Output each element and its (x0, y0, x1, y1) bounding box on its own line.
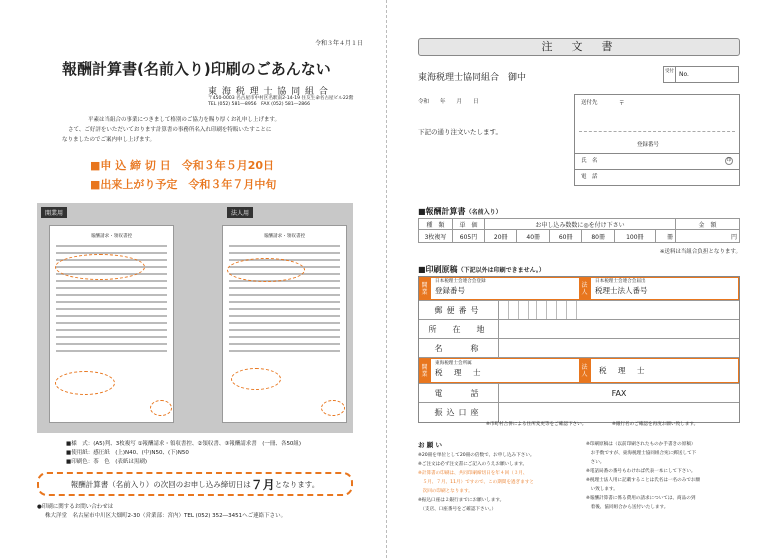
zeirishi-field-kaigyo[interactable] (430, 358, 579, 383)
qty-other[interactable]: 冊 (655, 230, 675, 243)
td-price: 605円 (453, 230, 485, 243)
body-text-1: 平素は当組合の事業につきまして格別のご協力を賜り厚くお礼申し上げます。 (88, 117, 280, 123)
page-title: 報酬計算書(名前入り)印刷のごあんない (62, 60, 331, 78)
order-title: 注 文 書 (418, 38, 740, 56)
side-label-kaigyo: 開業 (419, 358, 430, 383)
sample-title-hojin: 報酬請求・領収書控 (263, 234, 306, 239)
row-bank (419, 403, 739, 422)
notice-text-pre: 報酬計算書（名前入り）の次回のお申し込み締切日は (70, 479, 251, 489)
member-small: 東海税理士会所属 (435, 361, 472, 366)
note-bank: ※銀行名のご確認を再度お願い致します。 (612, 422, 699, 427)
company-name-field[interactable] (499, 339, 739, 357)
sample-form-hojin (222, 225, 347, 423)
highlight-oval (231, 368, 281, 390)
deadline-line: ■申 込 締 切 日 令和３年５月20日 (90, 159, 275, 172)
postal-mark: 〒 (619, 101, 625, 107)
bank-field[interactable] (499, 403, 739, 422)
postal-label: 郵便番号 (419, 301, 499, 319)
reception-no-label: No. (679, 71, 689, 78)
note-line: さい。 (586, 460, 605, 465)
side-label-hojin: 法人 (579, 277, 590, 300)
section-title-manuscript-sub: （下記以外は印刷できません。） (457, 267, 545, 274)
qty-option[interactable]: 60冊 (549, 230, 581, 243)
highlight-oval (55, 371, 115, 395)
note-line-highlight: ５月、７月、11月）ですので、この期間を過ぎますと (418, 480, 535, 485)
hojin-number-label: 税理士法人番号 (595, 286, 648, 295)
zeirishi-label: 税 理 士 (435, 368, 483, 377)
highlight-oval (55, 254, 145, 280)
postage-note: ※送料は当組合負担となります。 (659, 249, 741, 255)
side-label-kaigyo: 開業 (419, 277, 430, 300)
section-title-manuscript (418, 264, 545, 275)
notes-heading: お 願 い (418, 441, 443, 449)
org-address: 〒450-0003 名古屋市中村区名駅南2-14-19 住友生命名古屋ビル22階 (208, 96, 354, 101)
side-label-hojin: 法人 (579, 358, 590, 383)
note-municipal: ※市町村合併による住所変更等をご確認下さい。 (486, 422, 587, 427)
row-registration (419, 277, 739, 301)
section-title-manuscript-main: ■印刷原稿 (418, 265, 458, 274)
note-line: （支店、口座番号をご確認下さい。） (418, 507, 497, 512)
note-line-highlight: 次回の印刷となります。 (418, 489, 473, 494)
qty-option[interactable]: 100冊 (614, 230, 655, 243)
address-label: 所 在 地 (419, 320, 499, 338)
manuscript-form (418, 276, 740, 423)
sender-label: 送付先 (581, 100, 598, 106)
th-type: 種 類 (419, 219, 453, 230)
spec-format: ■様 式：(A5)判、3枚複写 ①報酬請求・領収書控、②領収書、③報酬請求書 (一冊、各50組) (66, 441, 302, 447)
highlight-oval (321, 400, 345, 416)
body-text-3: なりましたのでご案内申し上げます。 (62, 137, 156, 143)
note-line: い致します。 (586, 487, 618, 492)
sample-form-kaigyo (49, 225, 174, 423)
label-kaigyo: 開業用 (41, 207, 67, 218)
section-title-calc-sub: （名前入り） (465, 209, 502, 216)
addressee: 東海税理士協同組合 御中 (418, 73, 527, 83)
reg-number-field[interactable] (430, 277, 579, 300)
bank-label: 振込口座 (419, 403, 499, 422)
notice-date: 令和３年４月１日 (314, 40, 363, 47)
note-line: ※税理士法人用に記載することは氏名は一名のみでお願 (586, 478, 701, 483)
th-price: 単 価 (453, 219, 485, 230)
next-deadline-notice (37, 472, 353, 496)
note-line: ※電話局番の番号もわければ代表一本にして下さい。 (586, 469, 696, 474)
row-name (419, 339, 739, 358)
form-phone-label: 電 話 (419, 384, 499, 402)
td-type: 3枚複写 (419, 230, 453, 243)
order-intro: 下記の通り注文いたします。 (418, 128, 502, 136)
contact-body: 株大洋堂 名古屋市中川区大畑町2-30（営業部：宮内）TEL (052) 352―3451へご連絡下さい。 (45, 513, 287, 519)
contact-heading: ●印刷に関するお問い合わせは (37, 504, 114, 510)
row-postal (419, 301, 739, 320)
reg-org-small: 日本税理士会連合会登録 (435, 279, 486, 284)
phone-label: 電 話 (581, 174, 598, 180)
amount-field[interactable]: 円 (676, 230, 740, 243)
note-line: 着後、協同組合から送付いたします。 (586, 505, 669, 510)
row-zeirishi (419, 358, 739, 384)
fold-line (386, 0, 387, 558)
section-title-calc-main: ■報酬計算書 (418, 207, 466, 216)
label-hojin: 法人用 (227, 207, 253, 218)
body-text-2: さて、ご好評をいただいております計算書の事務所名入れ印刷を特販いたすことに (68, 127, 272, 133)
seal-mark: 印 (726, 158, 732, 163)
company-name-label: 名 称 (419, 339, 499, 357)
org-tel: TEL (052) 581―8956 FAX (052) 581―2866 (208, 102, 311, 107)
th-amount: 金 額 (676, 219, 740, 230)
order-table (418, 218, 740, 243)
form-phone-field[interactable] (499, 384, 579, 402)
note-line: ※印刷原稿は（以前印刷されたものか手書きの原稿） (586, 442, 696, 447)
note-line: ※報酬計算書に係る費用の請求については、商品の到 (586, 496, 696, 501)
qty-option[interactable]: 80冊 (582, 230, 614, 243)
delivery-line: ■出来上がり予定 令和３年７月中旬 (90, 178, 277, 191)
fax-field[interactable] (659, 384, 739, 402)
zeirishi-field-hojin[interactable]: 税 理 士 (590, 358, 739, 383)
note-line: ※振込口座は２銀行までにお願いします。 (418, 498, 505, 503)
row-phone (419, 384, 739, 403)
spec-color: ■印刷色：茶 色 (表紙は黒刷) (66, 459, 147, 465)
sender-box (574, 94, 740, 186)
notice-text-post: となります。 (274, 479, 320, 489)
uketsuke-label: 受付 (664, 67, 676, 82)
qty-option[interactable]: 40冊 (517, 230, 549, 243)
notes-left (418, 451, 578, 514)
spec-paper: ■使用紙：感圧紙 (上)N40、(中)N50、(下)N50 (66, 450, 189, 456)
note-line: ※20冊を単位として20冊の倍数で、お申し込み下さい。 (418, 453, 535, 458)
reg-number-label: 登録番号 (435, 286, 465, 295)
highlight-oval (227, 258, 305, 282)
note-line: お手数ですが、東海税理士協同組合宛に郵送して下 (586, 451, 697, 456)
th-quantity: お申し込み数数に◎を付け下さい (485, 219, 676, 230)
fax-label: FAX (611, 388, 627, 398)
notes-right (586, 440, 746, 512)
row-address (419, 320, 739, 339)
note-line-highlight: ※計算書の印刷は、共同印刷締切日を年４回（３月、 (418, 471, 528, 476)
order-date: 令和 年 月 日 (418, 99, 479, 105)
notice-month: ７月 (250, 477, 275, 492)
note-line: ※ご注文は必ず注文書にご記入のうえお願いします。 (418, 462, 528, 467)
hojin-org-small: 日本税理士会連合会届出 (595, 279, 646, 284)
org-name: 東 海 税 理 士 協 同 組 合 (208, 87, 329, 97)
sample-title-kaigyo: 報酬請求・領収書控 (90, 234, 133, 239)
reception-box (663, 66, 739, 83)
hojin-number-field[interactable] (590, 277, 739, 300)
highlight-oval (150, 400, 172, 416)
address-field[interactable] (499, 320, 739, 338)
section-title-calc (418, 206, 502, 217)
postal-boxes[interactable] (499, 301, 577, 319)
sample-panel (37, 203, 353, 433)
reg-no-label: 登録番号 (637, 142, 660, 148)
qty-option[interactable]: 20冊 (485, 230, 517, 243)
name-label: 氏 名 (581, 158, 598, 164)
